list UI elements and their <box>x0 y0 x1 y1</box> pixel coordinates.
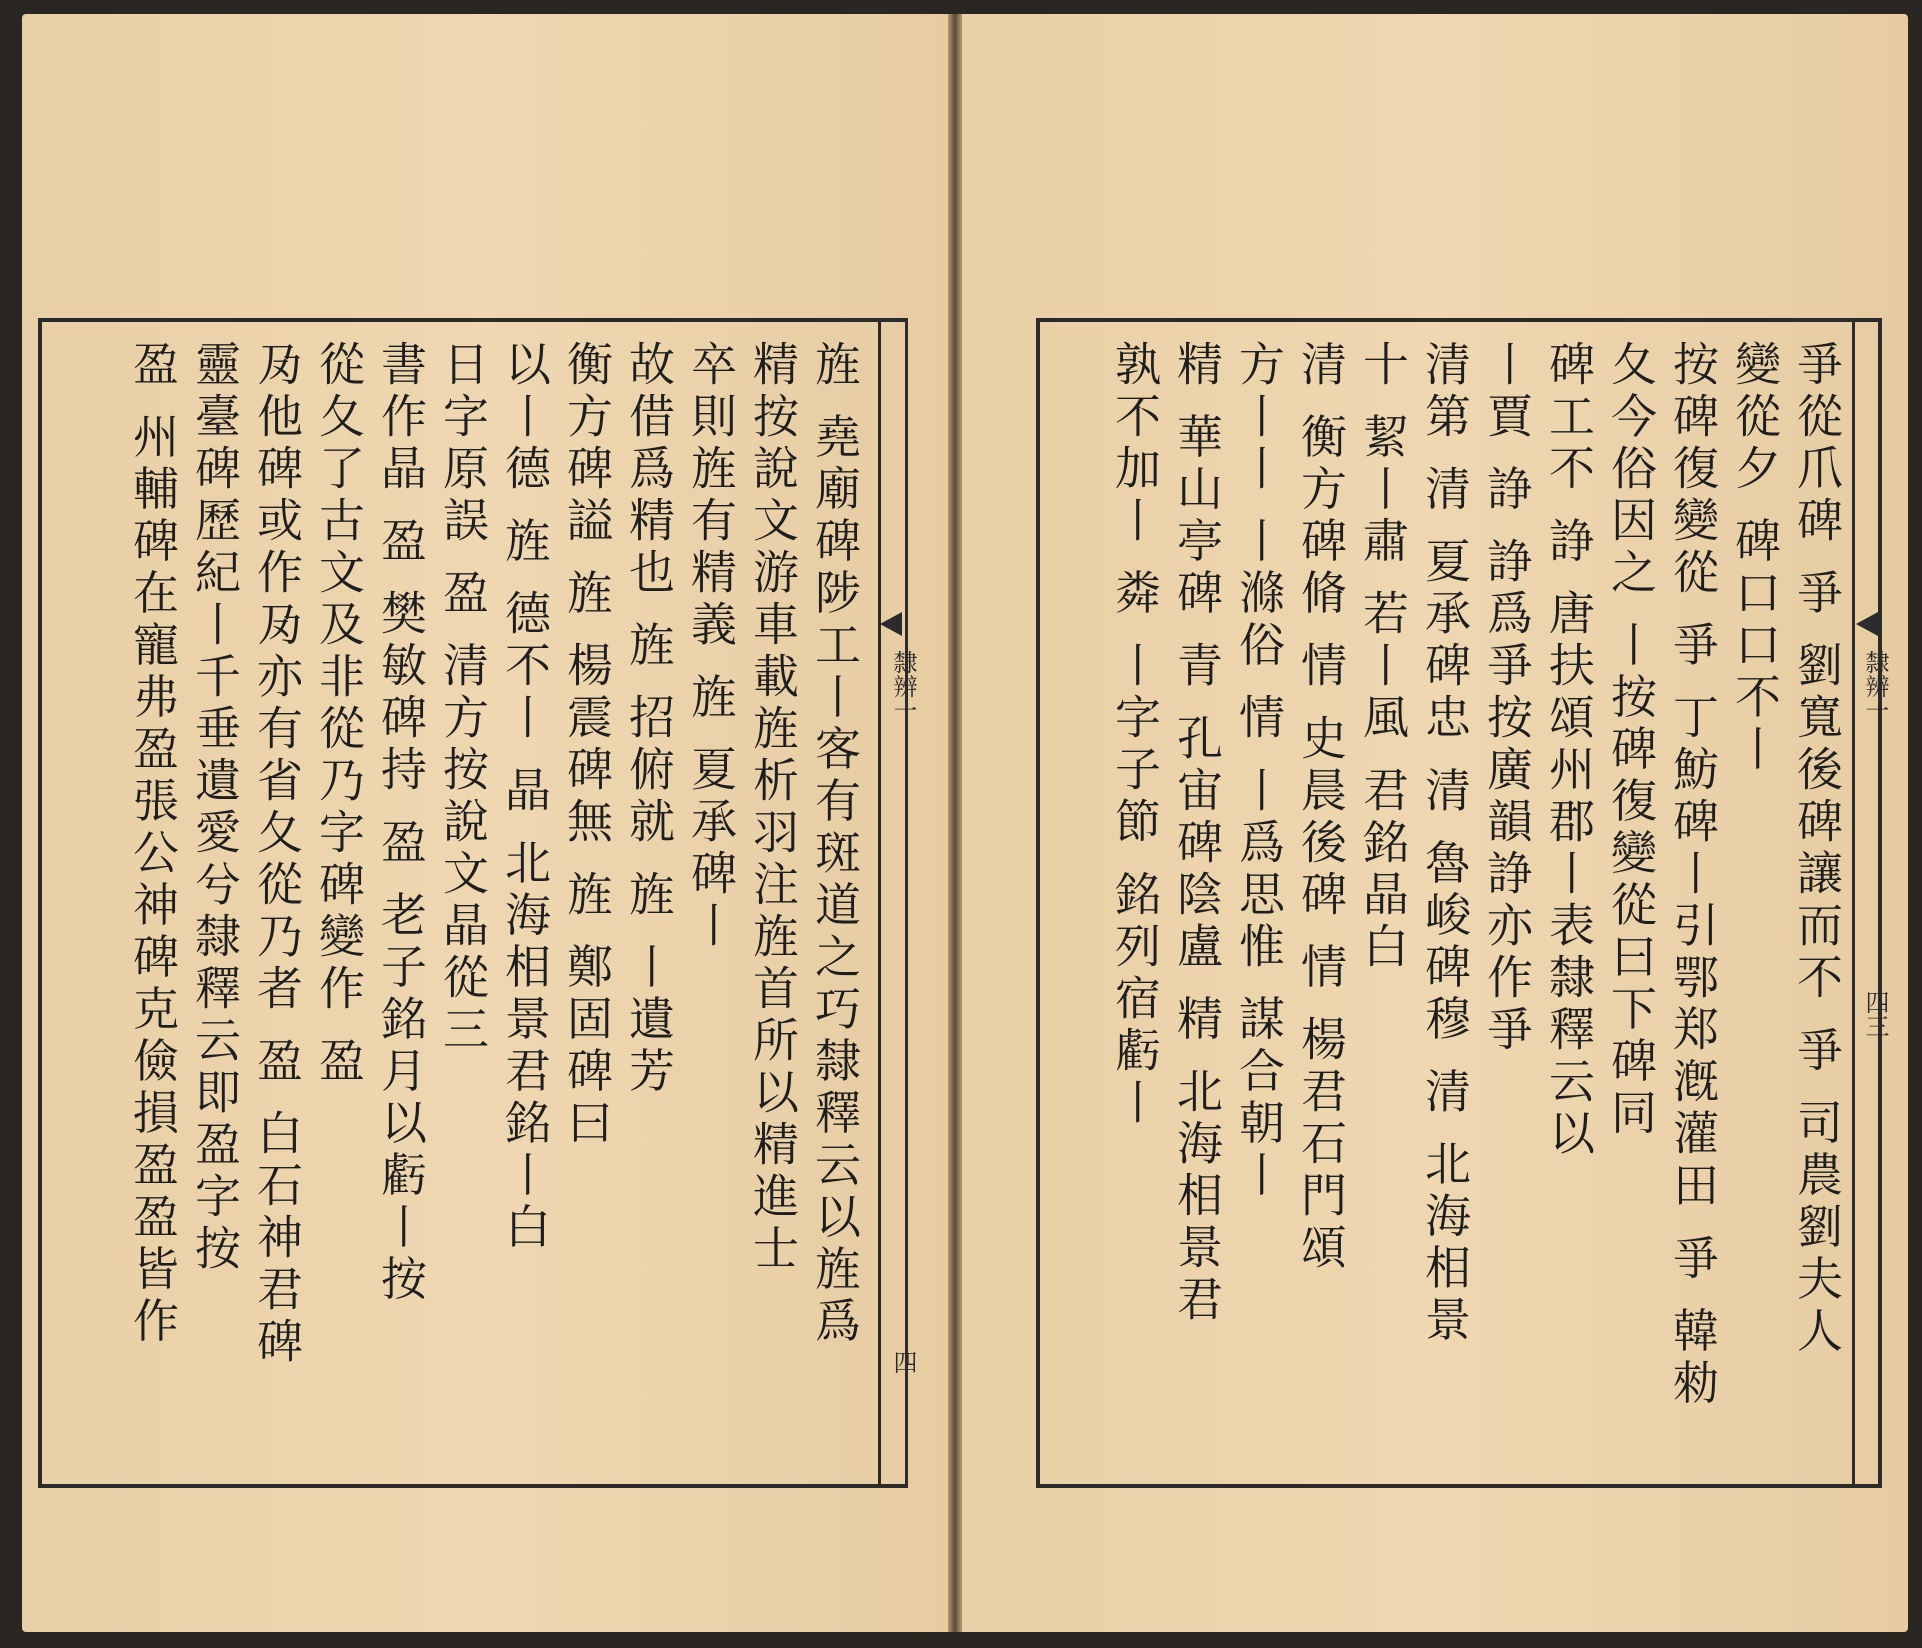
text-column: 精按說文游車載旌析羽注旌首所以精進士 <box>746 340 800 1276</box>
text-column: 精 華山亭碑 青 孔宙碑陰盧 精 北海相景君 <box>1170 340 1224 1328</box>
text-column: 卒則旌有精義 旌 夏承碑丨 <box>684 340 738 954</box>
text-column: 衡方碑謚 旌 楊震碑無 旌 鄭固碑曰 <box>560 340 614 1151</box>
text-column: 書作晶 盈 樊敏碑持 盈 老子銘月以虧丨按 <box>374 340 428 1307</box>
text-column: 以丨德 旌 德不丨 晶 北海相景君銘丨白 <box>498 340 552 1255</box>
text-column: 夃他碑或作夃亦有省夂從乃者 盈 白石神君碑 <box>250 340 304 1370</box>
text-column: 靈臺碑歷紀丨千垂遺愛兮隸釋云即盈字按 <box>188 340 242 1276</box>
text-column: 清第 清 夏承碑忠 清 魯峻碑穆 清 北海相景 <box>1418 340 1472 1348</box>
text-column: 日字原誤 盈 清方按說文晶從三 <box>436 340 490 1058</box>
text-column: 清 衡方碑脩 情 史晨後碑 情 楊君石門頌 <box>1294 340 1348 1276</box>
text-column: 旌 堯廟碑陟工丨客有斑道之巧隸釋云以旌爲 <box>808 340 862 1349</box>
text-column: 變從夕 碑口口不丨 <box>1728 340 1782 777</box>
text-column: 十 絜丨肅 若丨風 君銘晶白 <box>1356 340 1410 974</box>
right-page-number: 四三 <box>1861 990 1889 1038</box>
text-column: 孰不加丨 粦 丨字子節 銘列宿虧丨 <box>1108 340 1162 1130</box>
text-column: 盈 州輔碑在寵弗盈張公神碑克儉損盈盈皆作 <box>126 340 180 1349</box>
left-edge-strip <box>878 318 908 1488</box>
left-margin-title: 隸辨一 <box>889 650 917 722</box>
text-column: 碑工不 諍 唐扶頌州郡丨表隸釋云以 <box>1542 340 1596 1162</box>
book-gutter <box>948 14 962 1632</box>
text-column: 按碑復變從 爭 丁魴碑丨引鄂郑漑灌田 爭 韓勑 <box>1666 340 1720 1411</box>
right-margin-title: 隸辨一 <box>1861 650 1889 722</box>
text-column: 爭從爪碑 爭 劉寬後碑讓而不 爭 司農劉夫人 <box>1790 340 1844 1359</box>
text-column: 故借爲精也 旌 招俯就 旌 丨遺芳 <box>622 340 676 1099</box>
text-column: 丨賈 諍 諍爲爭按廣韻諍亦作爭 <box>1480 340 1534 1058</box>
text-column: 夂今俗因之 丨按碑復變從曰下碑同 <box>1604 340 1658 1141</box>
right-text-columns <box>1050 340 1848 1470</box>
text-column: 方丨丨 丨滌俗 情 丨爲思惟 謀合朝丨 <box>1232 340 1286 1203</box>
left-text-columns <box>60 340 866 1470</box>
right-edge-strip <box>1852 318 1882 1488</box>
right-fishtail-mark <box>1856 612 1878 636</box>
left-fishtail-mark <box>880 612 902 636</box>
text-column: 從夂了古文及非從乃字碑變作 盈 <box>312 340 366 1089</box>
left-page-number: 四 <box>889 1350 917 1374</box>
